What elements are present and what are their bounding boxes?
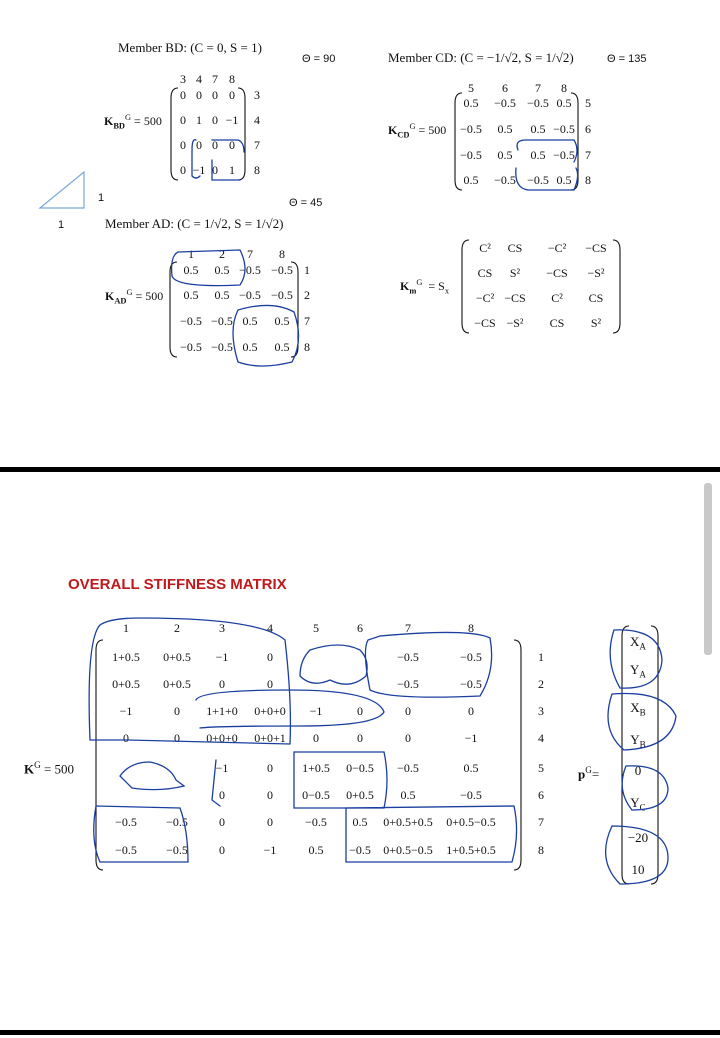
matrix-cell: C² xyxy=(479,241,491,255)
matrix-cell: CS xyxy=(549,316,565,330)
section-divider xyxy=(0,467,720,472)
row-header: 2 xyxy=(304,288,310,302)
matrix-cell: 0.5 xyxy=(183,288,199,302)
load-vector-entry xyxy=(630,732,645,750)
column-header: 6 xyxy=(357,621,363,635)
load-vector-entry xyxy=(630,634,646,652)
row-header: 5 xyxy=(538,761,544,775)
matrix-cell: 0.5 xyxy=(463,173,479,187)
matrix-cell: 0.5 xyxy=(183,263,199,277)
row-header: 7 xyxy=(304,314,310,328)
left-bracket xyxy=(96,640,103,870)
load-vector-entry xyxy=(630,662,646,680)
triangle-side-label: 1 xyxy=(98,192,105,204)
matrix-cell: 0 xyxy=(468,704,474,718)
matrix-cell: −0.5 xyxy=(494,173,516,187)
matrix-cell: −0.5 xyxy=(305,815,327,829)
entry-subscript: B xyxy=(639,739,646,750)
column-header: 7 xyxy=(535,81,541,95)
column-header: 5 xyxy=(313,621,319,635)
matrix-cell: 0 xyxy=(229,138,235,152)
matrix-cell: 0 xyxy=(212,113,218,127)
row-header: 7 xyxy=(538,815,544,829)
matrix-cell: −CS xyxy=(474,316,496,330)
right-bracket xyxy=(238,88,245,180)
matrix-cell: 0.5 xyxy=(497,148,513,162)
column-header: 4 xyxy=(267,621,273,635)
matrix-cell: 0 xyxy=(196,138,202,152)
matrix-cell: 0.5 xyxy=(214,263,230,277)
row-header: 7 xyxy=(585,148,591,162)
matrix-cell: −1 xyxy=(225,113,239,127)
entry-base: Y xyxy=(630,795,640,810)
matrix-cell: −S² xyxy=(587,266,605,280)
right-bracket xyxy=(651,626,658,884)
member-ad-label: $K_{AD}^G = 500$ xyxy=(105,288,164,306)
entry-subscript: C xyxy=(639,802,646,813)
load-vector-label: $p^G=$ xyxy=(578,765,600,782)
matrix-cell: −0.5 xyxy=(239,263,261,277)
matrix-cell: 1 xyxy=(196,113,202,127)
matrix-cell: −0.5 xyxy=(494,96,516,110)
matrix-cell: 0+0.5 xyxy=(346,788,374,802)
row-header: 1 xyxy=(538,650,544,664)
matrix-cell: 0.5 xyxy=(352,815,368,829)
matrix-cell: 0.5 xyxy=(308,843,324,857)
matrix-cell: 0+0.5 xyxy=(163,677,191,691)
scrollbar-thumb[interactable] xyxy=(704,483,712,655)
left-bracket xyxy=(455,93,462,190)
entry-subscript: A xyxy=(639,669,646,680)
entry-base: Y xyxy=(630,732,640,747)
load-vector-entry xyxy=(632,862,645,880)
entry-base: Y xyxy=(630,662,640,677)
matrix-cell: −0.5 xyxy=(239,288,261,302)
matrix-cell: 0 xyxy=(267,677,273,691)
column-header: 8 xyxy=(229,72,235,86)
matrix-cell: 0 xyxy=(180,163,186,177)
entry-base: 10 xyxy=(631,862,645,877)
matrix-cell: 0 xyxy=(174,731,180,745)
ink-annotation xyxy=(300,645,367,684)
entry-subscript: A xyxy=(639,641,646,652)
row-header: 4 xyxy=(538,731,544,745)
matrix-cell: 0 xyxy=(219,843,225,857)
entry-base: X xyxy=(630,700,640,715)
matrix-cell: −0.5 xyxy=(460,148,482,162)
matrix-cell: 0.5 xyxy=(497,122,513,136)
matrix-cell: −0.5 xyxy=(115,815,137,829)
member-bd-label: $K_{BD}^G = 500$ xyxy=(104,113,162,131)
matrix-cell: 0−0.5 xyxy=(302,788,330,802)
left-bracket xyxy=(170,262,177,357)
matrix-cell: −0.5 xyxy=(460,650,482,664)
matrix-cell: 0+0.5 xyxy=(163,650,191,664)
matrix-cell: 0.5 xyxy=(214,288,230,302)
column-header: 7 xyxy=(212,72,218,86)
matrix-cell: 0+0+0 xyxy=(254,704,286,718)
matrix-cell: 0 xyxy=(405,731,411,745)
column-header: 7 xyxy=(247,247,253,261)
matrix-cell: −0.5 xyxy=(180,340,202,354)
matrix-cell: CS xyxy=(477,266,493,280)
left-bracket xyxy=(171,88,178,180)
bottom-divider xyxy=(0,1030,720,1035)
matrix-cell: −1 xyxy=(215,761,229,775)
matrix-cell: 0−0.5 xyxy=(346,761,374,775)
matrix-cell: 0+0.5−0.5 xyxy=(383,843,433,857)
column-header: 3 xyxy=(180,72,186,86)
matrix-cell: −1 xyxy=(263,843,277,857)
matrix-cell: 0.5 xyxy=(463,761,479,775)
matrix-cell: 0 xyxy=(212,88,218,102)
column-header: 2 xyxy=(219,247,225,261)
row-header: 6 xyxy=(538,788,544,802)
matrix-cell: −0.5 xyxy=(349,843,371,857)
matrix-cell: −0.5 xyxy=(527,96,549,110)
matrix-cell: −0.5 xyxy=(397,650,419,664)
member-bd-caption: Member BD: (C = 0, S = 1) xyxy=(118,40,262,55)
matrix-cell: 0 xyxy=(405,704,411,718)
matrix-cell: −0.5 xyxy=(460,122,482,136)
matrix-cell: −0.5 xyxy=(397,761,419,775)
matrix-cell: 0 xyxy=(196,88,202,102)
matrix-cell: −0.5 xyxy=(553,148,575,162)
matrix-cell: 0 xyxy=(267,650,273,664)
row-header: 8 xyxy=(254,163,260,177)
matrix-cell: 0 xyxy=(180,138,186,152)
entry-base: 0 xyxy=(634,763,642,778)
matrix-cell: −0.5 xyxy=(180,314,202,328)
row-header: 3 xyxy=(538,704,544,718)
matrix-cell: −0.5 xyxy=(527,173,549,187)
matrix-cell: 0+0+1 xyxy=(254,731,286,745)
matrix-cell: 0.5 xyxy=(556,96,572,110)
matrix-cell: 0+0.5−0.5 xyxy=(446,815,496,829)
row-header: 3 xyxy=(254,88,260,102)
member-ad-theta: Θ = 45 xyxy=(289,197,323,209)
matrix-cell: 0 xyxy=(267,788,273,802)
column-header: 4 xyxy=(196,72,202,86)
row-header: 6 xyxy=(585,122,591,136)
matrix-cell: −0.5 xyxy=(460,788,482,802)
overall-title: OVERALL STIFFNESS MATRIX xyxy=(68,576,287,593)
row-header: 8 xyxy=(304,340,310,354)
column-header: 2 xyxy=(174,621,180,635)
matrix-cell: −1 xyxy=(192,163,206,177)
matrix-cell: CS xyxy=(588,291,604,305)
matrix-cell: S² xyxy=(590,316,602,330)
entry-subscript: B xyxy=(639,707,646,718)
right-bracket xyxy=(613,240,620,333)
matrix-cell: −0.5 xyxy=(211,340,233,354)
matrix-cell: C² xyxy=(551,291,563,305)
matrix-cell: −0.5 xyxy=(166,815,188,829)
matrix-cell: −0.5 xyxy=(460,677,482,691)
matrix-cell: 0+0.5 xyxy=(112,677,140,691)
matrix-cell: −0.5 xyxy=(553,122,575,136)
row-header: 8 xyxy=(538,843,544,857)
matrix-cell: −1 xyxy=(309,704,323,718)
row-header: 2 xyxy=(538,677,544,691)
load-vector-entry xyxy=(635,763,642,781)
matrix-cell: −C² xyxy=(547,241,567,255)
matrix-cell: 0 xyxy=(219,677,225,691)
matrix-cell: −0.5 xyxy=(397,677,419,691)
matrix-cell: 0.5 xyxy=(556,173,572,187)
matrix-cell: 0.5 xyxy=(530,148,546,162)
column-header: 5 xyxy=(468,81,474,95)
member-bd-theta: Θ = 90 xyxy=(302,53,336,65)
overall-k-label: $K^G = 500$ xyxy=(24,760,75,777)
matrix-cell: −C² xyxy=(475,291,495,305)
member-cd-theta: Θ = 135 xyxy=(607,53,647,65)
load-vector-entry xyxy=(630,795,645,813)
matrix-cell: 0 xyxy=(212,163,218,177)
matrix-cell: 1+0.5+0.5 xyxy=(446,843,496,857)
matrix-cell: −1 xyxy=(119,704,133,718)
matrix-cell: 0+0+0 xyxy=(206,731,238,745)
matrix-cell: 0+0.5+0.5 xyxy=(383,815,433,829)
matrix-cell: −1 xyxy=(464,731,478,745)
column-header: 1 xyxy=(188,247,194,261)
matrix-cell: 0 xyxy=(123,731,129,745)
row-header: 8 xyxy=(585,173,591,187)
matrix-cell: 0 xyxy=(229,88,235,102)
entry-base: −20 xyxy=(627,830,649,845)
matrix-cell: 1+0.5 xyxy=(302,761,330,775)
right-bracket xyxy=(571,93,578,190)
matrix-cell: −CS xyxy=(546,266,568,280)
matrix-cell: 0.5 xyxy=(242,314,258,328)
entry-base: X xyxy=(630,634,640,649)
matrix-cell: −1 xyxy=(215,650,229,664)
matrix-cell: 0 xyxy=(219,815,225,829)
matrix-cell: CS xyxy=(507,241,523,255)
matrix-cell: −CS xyxy=(504,291,526,305)
member-cd-caption: Member CD: (C = −1/√2, S = 1/√2) xyxy=(388,50,574,65)
matrix-cell: 1+0.5 xyxy=(112,650,140,664)
ink-annotation xyxy=(120,762,184,790)
row-header: 4 xyxy=(254,113,260,127)
matrix-cell: 1+1+0 xyxy=(206,704,238,718)
row-header: 5 xyxy=(585,96,591,110)
matrix-cell: 0 xyxy=(357,731,363,745)
general-matrix-label: $K_m^G = S_x$ xyxy=(400,278,450,296)
matrix-cell: 1 xyxy=(229,163,235,177)
matrix-cell: 0.5 xyxy=(274,314,290,328)
matrix-cell: 0.5 xyxy=(274,340,290,354)
member-cd-label: $K_{CD}^G = 500$ xyxy=(388,122,447,140)
matrix-cell: 0 xyxy=(357,704,363,718)
matrix-cell: −CS xyxy=(585,241,607,255)
matrix-cell: 0 xyxy=(267,815,273,829)
triangle-base-label: 1 xyxy=(58,219,65,231)
matrix-cell: 0.5 xyxy=(242,340,258,354)
matrix-cell: 0.5 xyxy=(400,788,416,802)
matrix-cell: 0 xyxy=(219,788,225,802)
matrix-cell: 0 xyxy=(180,113,186,127)
matrix-cell: S² xyxy=(509,266,521,280)
matrix-cell: −0.5 xyxy=(115,843,137,857)
column-header: 7 xyxy=(405,621,411,635)
matrix-cell: 0.5 xyxy=(463,96,479,110)
column-header: 6 xyxy=(502,81,508,95)
load-vector-entry xyxy=(630,700,645,718)
column-header: 8 xyxy=(561,81,567,95)
column-header: 8 xyxy=(279,247,285,261)
matrix-cell: −0.5 xyxy=(166,843,188,857)
matrix-cell: −0.5 xyxy=(271,263,293,277)
row-header: 7 xyxy=(254,138,260,152)
member-ad-caption: Member AD: (C = 1/√2, S = 1/√2) xyxy=(105,216,284,231)
matrix-cell: −0.5 xyxy=(271,288,293,302)
matrix-cell: 0 xyxy=(267,761,273,775)
matrix-cell: 0 xyxy=(174,704,180,718)
matrix-cell: −0.5 xyxy=(211,314,233,328)
right-bracket xyxy=(514,640,521,870)
matrix-cell: 0 xyxy=(180,88,186,102)
load-vector-entry xyxy=(628,830,648,848)
row-header: 1 xyxy=(304,263,310,277)
column-header: 3 xyxy=(219,621,225,635)
matrix-cell: −S² xyxy=(506,316,524,330)
left-bracket xyxy=(462,240,469,333)
column-header: 8 xyxy=(468,621,474,635)
matrix-cell: 0 xyxy=(313,731,319,745)
matrix-cell: 0.5 xyxy=(530,122,546,136)
column-header: 1 xyxy=(123,621,129,635)
matrix-cell: 0 xyxy=(212,138,218,152)
